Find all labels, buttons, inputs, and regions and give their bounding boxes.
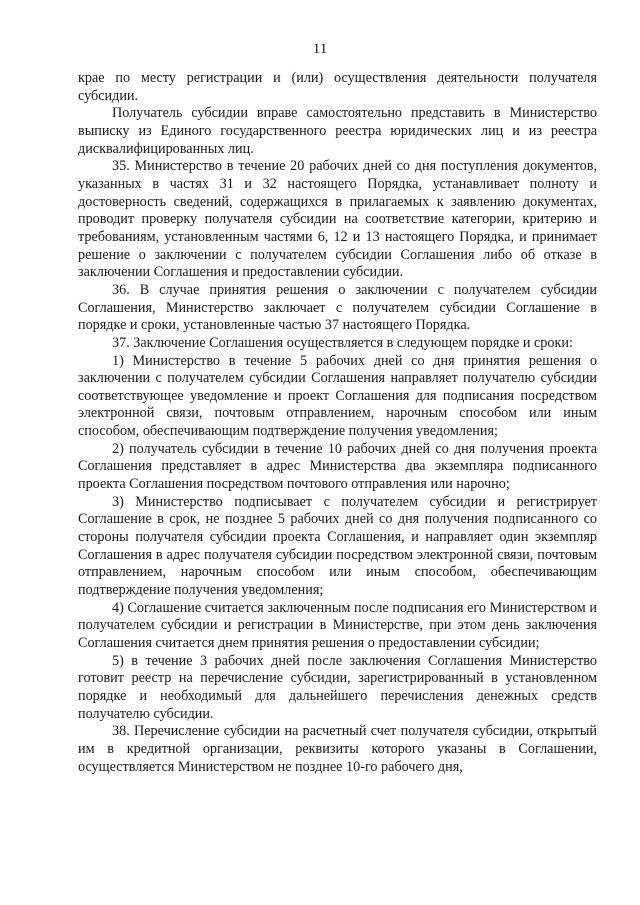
paragraph-37-item-2: 2) получатель субсидии в течение 10 рабочих дней со дня получения проекта Соглашения представляет в адрес Министерства два экземпляра подписанного проекта Соглашения посредством почтового отправления или нарочно; [78,440,597,493]
paragraph-37-item-1: 1) Министерство в течение 5 рабочих дней со дня принятия решения о заключении с получателем субсидии Соглашения направляет получателю субсидии соответствующее уведомление и проект Соглашения для подписания посредством электронной связи, почтовым отправлением, нарочным способом или иным способом, обеспечивающим подтверждение получения уведомления; [78,352,597,440]
page-body [78,70,597,776]
paragraph-38: 38. Перечисление субсидии на расчетный счет получателя субсидии, открытый им в кредитной организации, реквизиты которого указаны в Соглашении, осуществляется Министерством не позднее 10-го рабочего дня, [78,723,597,775]
paragraph-35: 35. Министерство в течение 20 рабочих дней со дня поступления документов, указанных в частях 31 и 32 настоящего Порядка, устанавливает полноту и достоверность сведений, содержащихся в прилагаемых к заявлению документах, проводит проверку получателя субсидии на соответствие категории, критерию и требованиям, установленным частями 6, 12 и 13 настоящего Порядка, и принимает решение о заключении с получателем субсидии Соглашения либо об отказе в заключении Соглашения и предоставлении субсидии. [78,158,597,281]
page-number: 11 [312,41,328,57]
paragraph-extract-right: Получатель субсидии вправе самостоятельно представить в Министерство выписку из Единого государственного реестра юридических лиц и из реестра дисквалифицированных лиц. [78,105,597,157]
paragraph-37-item-3: 3) Министерство подписывает с получателем субсидии и регистрирует Соглашение в срок, не позднее 5 рабочих дней со дня получения подписанного со стороны получателя субсидии проекта Соглашения, и направляет один экземпляр Соглашения в адрес получателя субсидии посредством электронной связи, почтовым отправлением, нарочным способом или иным способом, обеспечивающим подтверждение получения уведомления; [78,493,597,599]
paragraph-36: 36. В случае принятия решения о заключении с получателем субсидии Соглашения, Министерство заключает с получателем субсидии Соглашение в порядке и сроки, установленные частью 37 настоящего Порядка. [78,281,597,334]
paragraph-37-item-4: 4) Соглашение считается заключенным после подписания его Министерством и получателем субсидии и регистрации в Министерстве, при этом день заключения Соглашения считается днем принятия решения о предоставлении субсидии; [78,599,597,651]
paragraph-37: 37. Заключение Соглашения осуществляется в следующем порядке и сроки: [112,334,573,351]
paragraph-37-item-5: 5) в течение 3 рабочих дней после заключения Соглашения Министерство готовит реестр на перечисление субсидии, зарегистрированный в установленном порядке и необходимый для дальнейшего перечисления денежных средств получателю субсидии. [78,652,597,722]
paragraph-continuation: крае по месту регистрации и (или) осуществления деятельности получателя субсидии. [78,70,597,104]
